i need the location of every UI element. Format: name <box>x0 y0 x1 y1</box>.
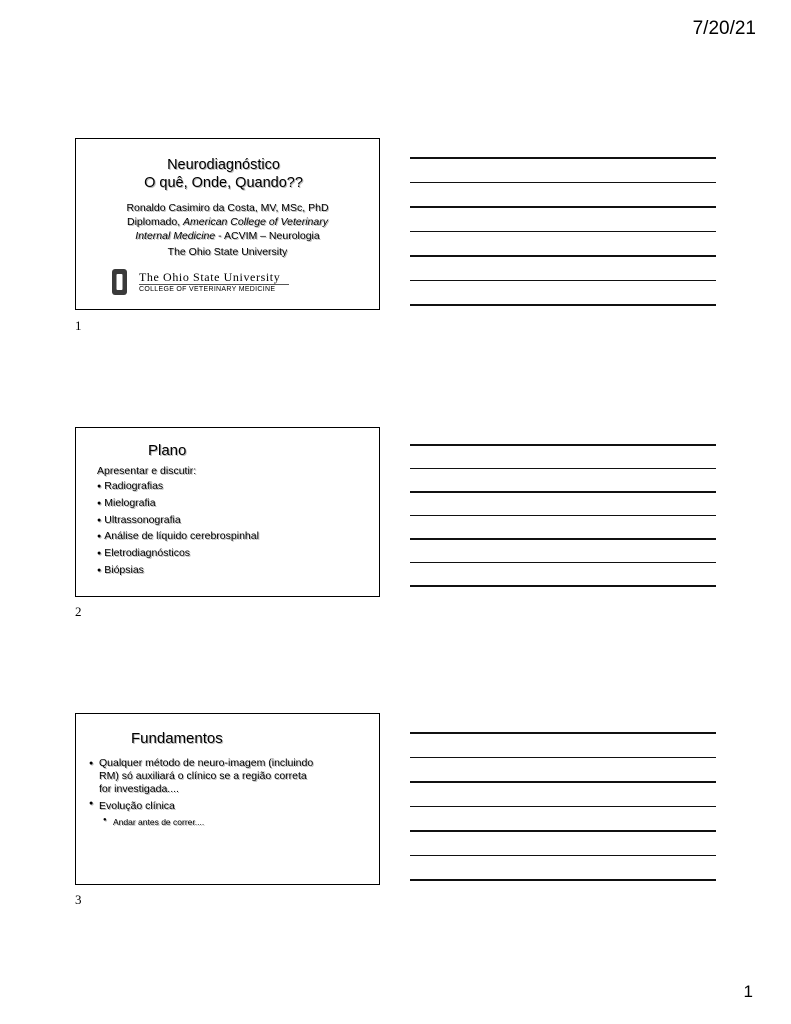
note-line <box>410 304 716 306</box>
note-line <box>410 585 716 587</box>
note-line <box>410 781 716 783</box>
slide-number-2: 2 <box>75 604 82 619</box>
slide-title: Fundamentos <box>131 730 223 747</box>
ohio-state-block-o-icon <box>112 269 127 295</box>
author-credential-college: American College of Veterinary <box>183 216 328 228</box>
slide-number-1: 1 <box>75 318 82 333</box>
note-line <box>410 732 716 734</box>
note-line <box>410 491 716 493</box>
note-line <box>410 468 716 470</box>
university-logo <box>112 269 292 297</box>
bullet-list <box>89 800 175 812</box>
note-line <box>410 855 716 857</box>
slide-title-line-1: Neurodiagnóstico <box>167 157 280 173</box>
note-line <box>410 757 716 759</box>
logo-divider <box>139 284 289 285</box>
note-line <box>410 830 716 832</box>
list-item: ● Eletrodiagnósticos <box>97 546 259 563</box>
note-line <box>410 806 716 808</box>
note-line <box>410 157 716 159</box>
author-credential-specialty: Internal Medicine <box>135 230 216 242</box>
note-line <box>410 444 716 446</box>
author-credential-suffix: - ACVIM – Neurologia <box>215 230 320 242</box>
sub-bullet-list <box>103 817 204 827</box>
page-number: 1 <box>743 982 753 1001</box>
slide-2 <box>75 427 380 597</box>
list-item: ● Evolução clínica <box>89 800 175 812</box>
author-credential-line-1 <box>76 215 379 229</box>
note-line <box>410 206 716 208</box>
note-line <box>410 562 716 564</box>
logo-college-name: COLLEGE OF VETERINARY MEDICINE <box>139 286 276 293</box>
list-item: ● Biópsias <box>97 563 259 580</box>
author-credential-line-2 <box>76 229 379 243</box>
print-date: 7/20/21 <box>692 18 756 39</box>
note-line <box>410 231 716 233</box>
slide-number-3: 3 <box>75 892 82 907</box>
note-line <box>410 182 716 184</box>
slide-intro: Apresentar e discutir: <box>97 465 197 477</box>
bullet-list <box>89 757 319 796</box>
list-item: ● Andar antes de correr.... <box>103 817 204 827</box>
slide-1 <box>75 138 380 310</box>
logo-university-name: The Ohio State University <box>139 270 281 284</box>
author-credential-prefix: Diplomado, <box>127 216 184 228</box>
note-line <box>410 255 716 257</box>
slide-3 <box>75 713 380 885</box>
list-item: ● Qualquer método de neuro-imagem (incluindo RM) só auxiliará o clínico se a região correta for investigada.... <box>89 757 319 796</box>
note-line <box>410 280 716 282</box>
note-line <box>410 515 716 517</box>
author-name: Ronaldo Casimiro da Costa, MV, MSc, PhD <box>126 202 329 214</box>
note-line <box>410 879 716 881</box>
list-item: ● Análise de líquido cerebrospinhal <box>97 529 259 546</box>
note-line <box>410 538 716 540</box>
bullet-list <box>97 479 259 580</box>
slide-title: Plano <box>148 442 187 459</box>
list-item: ● Ultrassonografia <box>97 513 259 530</box>
slide-title-line-2: O quê, Onde, Quando?? <box>144 175 303 191</box>
list-item: ● Mielografia <box>97 496 259 513</box>
author-affiliation: The Ohio State University <box>167 246 288 258</box>
list-item: ● Radiografias <box>97 479 259 496</box>
